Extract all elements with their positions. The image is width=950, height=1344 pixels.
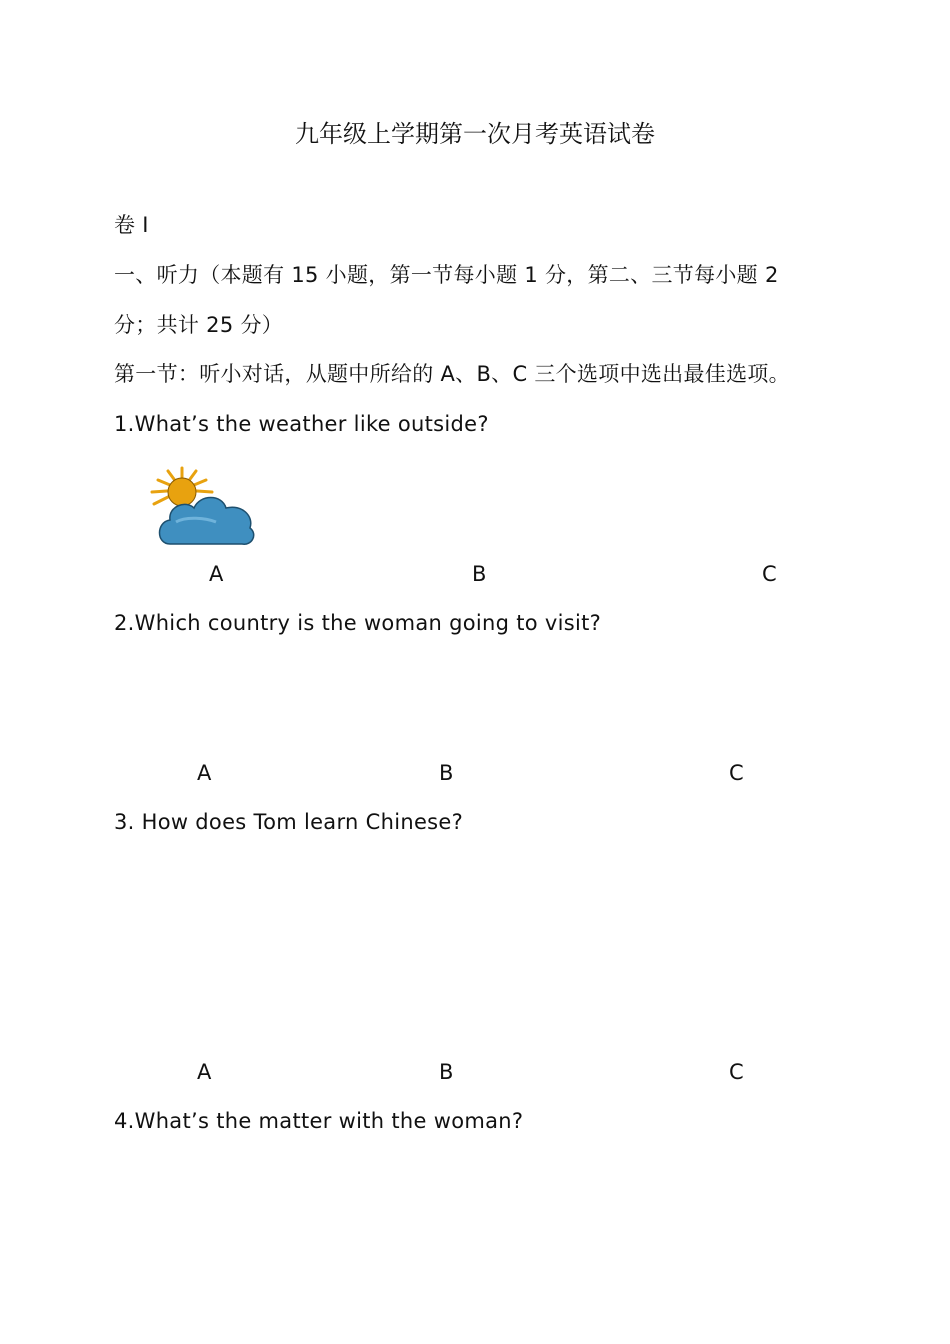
question-3-text: 3. How does Tom learn Chinese? <box>114 810 464 834</box>
question-2-text: 2.Which country is the woman going to visit? <box>114 611 602 635</box>
q3-option-c: C <box>729 1060 744 1084</box>
question-1-text: 1.What’s the weather like outside? <box>114 412 489 436</box>
listening-header-line-1: 一、听力（本题有 15 小题，第一节每小题 1 分，第二、三节每小题 2 <box>114 263 779 287</box>
sun-behind-cloud-icon <box>146 460 258 548</box>
section-label: 卷 Ⅰ <box>114 213 149 237</box>
q2-option-a: A <box>197 761 212 785</box>
q2-option-b: B <box>439 761 454 785</box>
listening-header-line-2: 分；共计 25 分） <box>114 313 284 337</box>
q1-option-b: B <box>472 562 487 586</box>
exam-title: 九年级上学期第一次月考英语试卷 <box>295 120 655 148</box>
q3-option-b: B <box>439 1060 454 1084</box>
q3-option-a: A <box>197 1060 212 1084</box>
instruction-text: 第一节：听小对话，从题中所给的 A、B、C 三个选项中选出最佳选项。 <box>114 362 790 386</box>
q1-option-a: A <box>209 562 224 586</box>
question-4-text: 4.What’s the matter with the woman? <box>114 1109 524 1133</box>
q1-option-c: C <box>762 562 777 586</box>
q2-option-c: C <box>729 761 744 785</box>
